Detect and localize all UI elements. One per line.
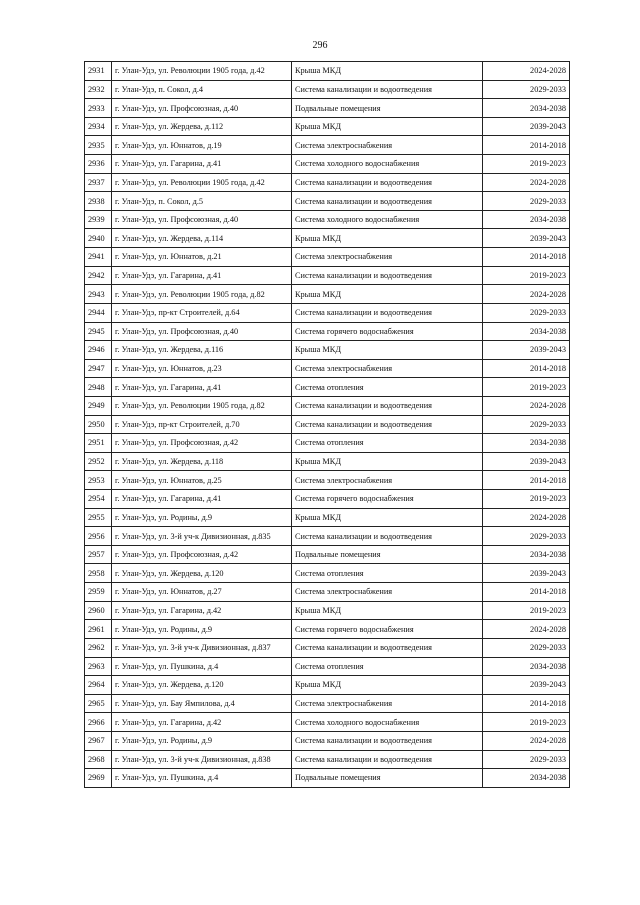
work-type-cell: Система горячего водоснабжения: [292, 490, 483, 509]
period-cell: 2039-2043: [483, 452, 570, 471]
table-row: [85, 155, 570, 174]
address-cell: г. Улан-Удэ, ул. Гагарина, д.41: [112, 155, 292, 174]
period-cell: 2014-2018: [483, 359, 570, 378]
row-number-cell: 2934: [85, 117, 112, 136]
work-type-cell: Система канализации и водоотведения: [292, 750, 483, 769]
row-number-cell: 2936: [85, 155, 112, 174]
row-number-cell: 2963: [85, 657, 112, 676]
row-number-cell: 2962: [85, 638, 112, 657]
period-cell: 2014-2018: [483, 136, 570, 155]
table-row: [85, 192, 570, 211]
work-type-cell: Крыша МКД: [292, 508, 483, 527]
address-cell: г. Улан-Удэ, ул. Родины, д.9: [112, 508, 292, 527]
table-row: [85, 564, 570, 583]
row-number-cell: 2932: [85, 80, 112, 99]
address-cell: г. Улан-Удэ, ул. Гагарина, д.42: [112, 601, 292, 620]
period-cell: 2019-2023: [483, 601, 570, 620]
address-cell: г. Улан-Удэ, ул. Жердева, д.120: [112, 676, 292, 695]
table-row: [85, 694, 570, 713]
table-row: [85, 396, 570, 415]
table-row: [85, 266, 570, 285]
table-row: [85, 713, 570, 732]
row-number-cell: 2956: [85, 527, 112, 546]
period-cell: 2034-2038: [483, 210, 570, 229]
work-type-cell: Система отопления: [292, 657, 483, 676]
table-row: [85, 136, 570, 155]
work-type-cell: Подвальные помещения: [292, 769, 483, 788]
period-cell: 2039-2043: [483, 117, 570, 136]
work-type-cell: Подвальные помещения: [292, 545, 483, 564]
table-row: [85, 490, 570, 509]
period-cell: 2024-2028: [483, 731, 570, 750]
work-type-cell: Система холодного водоснабжения: [292, 713, 483, 732]
period-cell: 2024-2028: [483, 173, 570, 192]
period-cell: 2029-2033: [483, 638, 570, 657]
row-number-cell: 2939: [85, 210, 112, 229]
row-number-cell: 2954: [85, 490, 112, 509]
row-number-cell: 2943: [85, 285, 112, 304]
table-row: [85, 545, 570, 564]
table-row: [85, 415, 570, 434]
table-row: [85, 750, 570, 769]
repair-schedule-table: [84, 61, 570, 788]
period-cell: 2014-2018: [483, 248, 570, 267]
table-row: [85, 583, 570, 602]
row-number-cell: 2947: [85, 359, 112, 378]
work-type-cell: Крыша МКД: [292, 452, 483, 471]
period-cell: 2034-2038: [483, 769, 570, 788]
row-number-cell: 2961: [85, 620, 112, 639]
work-type-cell: Система канализации и водоотведения: [292, 173, 483, 192]
period-cell: 2019-2023: [483, 490, 570, 509]
period-cell: 2034-2038: [483, 657, 570, 676]
work-type-cell: Система электроснабжения: [292, 248, 483, 267]
period-cell: 2034-2038: [483, 434, 570, 453]
address-cell: г. Улан-Удэ, ул. Пушкина, д.4: [112, 657, 292, 676]
row-number-cell: 2952: [85, 452, 112, 471]
work-type-cell: Система горячего водоснабжения: [292, 620, 483, 639]
row-number-cell: 2941: [85, 248, 112, 267]
work-type-cell: Система канализации и водоотведения: [292, 266, 483, 285]
address-cell: г. Улан-Удэ, ул. 3-й уч-к Дивизионная, д.838: [112, 750, 292, 769]
work-type-cell: Система канализации и водоотведения: [292, 638, 483, 657]
table-row: [85, 378, 570, 397]
row-number-cell: 2957: [85, 545, 112, 564]
work-type-cell: Крыша МКД: [292, 229, 483, 248]
work-type-cell: Система канализации и водоотведения: [292, 731, 483, 750]
table-row: [85, 527, 570, 546]
work-type-cell: Система электроснабжения: [292, 136, 483, 155]
work-type-cell: Подвальные помещения: [292, 99, 483, 118]
address-cell: г. Улан-Удэ, ул. Гагарина, д.41: [112, 378, 292, 397]
period-cell: 2034-2038: [483, 99, 570, 118]
row-number-cell: 2966: [85, 713, 112, 732]
address-cell: г. Улан-Удэ, ул. Жердева, д.112: [112, 117, 292, 136]
row-number-cell: 2933: [85, 99, 112, 118]
table-row: [85, 471, 570, 490]
address-cell: г. Улан-Удэ, ул. Родины, д.9: [112, 620, 292, 639]
row-number-cell: 2940: [85, 229, 112, 248]
table-row: [85, 601, 570, 620]
period-cell: 2039-2043: [483, 564, 570, 583]
period-cell: 2014-2018: [483, 471, 570, 490]
row-number-cell: 2969: [85, 769, 112, 788]
row-number-cell: 2946: [85, 341, 112, 360]
period-cell: 2039-2043: [483, 229, 570, 248]
row-number-cell: 2951: [85, 434, 112, 453]
period-cell: 2029-2033: [483, 527, 570, 546]
address-cell: г. Улан-Удэ, ул. Юннатов, д.23: [112, 359, 292, 378]
work-type-cell: Система канализации и водоотведения: [292, 527, 483, 546]
table-row: [85, 359, 570, 378]
table-body: [85, 62, 570, 788]
row-number-cell: 2953: [85, 471, 112, 490]
address-cell: г. Улан-Удэ, п. Сокол, д.5: [112, 192, 292, 211]
work-type-cell: Система отопления: [292, 564, 483, 583]
row-number-cell: 2968: [85, 750, 112, 769]
address-cell: г. Улан-Удэ, ул. Пушкина, д.4: [112, 769, 292, 788]
table-row: [85, 229, 570, 248]
address-cell: г. Улан-Удэ, ул. Революции 1905 года, д.82: [112, 396, 292, 415]
row-number-cell: 2948: [85, 378, 112, 397]
row-number-cell: 2955: [85, 508, 112, 527]
address-cell: г. Улан-Удэ, ул. Гагарина, д.41: [112, 490, 292, 509]
row-number-cell: 2945: [85, 322, 112, 341]
address-cell: г. Улан-Удэ, ул. Профсоюзная, д.40: [112, 210, 292, 229]
table-row: [85, 322, 570, 341]
address-cell: г. Улан-Удэ, ул. 3-й уч-к Дивизионная, д.837: [112, 638, 292, 657]
period-cell: 2039-2043: [483, 341, 570, 360]
period-cell: 2019-2023: [483, 155, 570, 174]
period-cell: 2034-2038: [483, 545, 570, 564]
address-cell: г. Улан-Удэ, ул. Жердева, д.120: [112, 564, 292, 583]
work-type-cell: Система электроснабжения: [292, 583, 483, 602]
address-cell: г. Улан-Удэ, ул. Юннатов, д.27: [112, 583, 292, 602]
work-type-cell: Система электроснабжения: [292, 359, 483, 378]
table-row: [85, 80, 570, 99]
address-cell: г. Улан-Удэ, ул. Юннатов, д.25: [112, 471, 292, 490]
address-cell: г. Улан-Удэ, ул. Юннатов, д.19: [112, 136, 292, 155]
address-cell: г. Улан-Удэ, ул. Гагарина, д.41: [112, 266, 292, 285]
row-number-cell: 2960: [85, 601, 112, 620]
table-row: [85, 657, 570, 676]
address-cell: г. Улан-Удэ, ул. Революции 1905 года, д.82: [112, 285, 292, 304]
period-cell: 2029-2033: [483, 303, 570, 322]
period-cell: 2024-2028: [483, 396, 570, 415]
period-cell: 2039-2043: [483, 676, 570, 695]
row-number-cell: 2959: [85, 583, 112, 602]
address-cell: г. Улан-Удэ, ул. Гагарина, д.42: [112, 713, 292, 732]
address-cell: г. Улан-Удэ, п. Сокол, д.4: [112, 80, 292, 99]
row-number-cell: 2950: [85, 415, 112, 434]
period-cell: 2019-2023: [483, 266, 570, 285]
row-number-cell: 2931: [85, 62, 112, 81]
row-number-cell: 2937: [85, 173, 112, 192]
address-cell: г. Улан-Удэ, ул. Бау Ямпилова, д.4: [112, 694, 292, 713]
table-row: [85, 508, 570, 527]
table-row: [85, 173, 570, 192]
address-cell: г. Улан-Удэ, ул. Жердева, д.114: [112, 229, 292, 248]
work-type-cell: Система канализации и водоотведения: [292, 192, 483, 211]
table-row: [85, 248, 570, 267]
work-type-cell: Система отопления: [292, 434, 483, 453]
address-cell: г. Улан-Удэ, ул. Революции 1905 года, д.42: [112, 62, 292, 81]
address-cell: г. Улан-Удэ, ул. Жердева, д.116: [112, 341, 292, 360]
table-row: [85, 117, 570, 136]
page-number: 296: [312, 40, 328, 51]
address-cell: г. Улан-Удэ, пр-кт Строителей, д.64: [112, 303, 292, 322]
table-row: [85, 99, 570, 118]
address-cell: г. Улан-Удэ, ул. Жердева, д.118: [112, 452, 292, 471]
work-type-cell: Система канализации и водоотведения: [292, 303, 483, 322]
table-row: [85, 62, 570, 81]
period-cell: 2019-2023: [483, 713, 570, 732]
work-type-cell: Система канализации и водоотведения: [292, 80, 483, 99]
work-type-cell: Система канализации и водоотведения: [292, 396, 483, 415]
table-row: [85, 731, 570, 750]
address-cell: г. Улан-Удэ, ул. Родины, д.9: [112, 731, 292, 750]
row-number-cell: 2964: [85, 676, 112, 695]
row-number-cell: 2965: [85, 694, 112, 713]
table-row: [85, 210, 570, 229]
period-cell: 2019-2023: [483, 378, 570, 397]
address-cell: г. Улан-Удэ, ул. 3-й уч-к Дивизионная, д.835: [112, 527, 292, 546]
work-type-cell: Крыша МКД: [292, 117, 483, 136]
table-row: [85, 434, 570, 453]
period-cell: 2024-2028: [483, 62, 570, 81]
address-cell: г. Улан-Удэ, ул. Профсоюзная, д.42: [112, 545, 292, 564]
table-row: [85, 303, 570, 322]
address-cell: г. Улан-Удэ, ул. Профсоюзная, д.40: [112, 99, 292, 118]
row-number-cell: 2942: [85, 266, 112, 285]
work-type-cell: Система холодного водоснабжения: [292, 210, 483, 229]
work-type-cell: Система отопления: [292, 378, 483, 397]
row-number-cell: 2958: [85, 564, 112, 583]
address-cell: г. Улан-Удэ, пр-кт Строителей, д.70: [112, 415, 292, 434]
table-row: [85, 620, 570, 639]
row-number-cell: 2949: [85, 396, 112, 415]
period-cell: 2034-2038: [483, 322, 570, 341]
address-cell: г. Улан-Удэ, ул. Профсоюзная, д.40: [112, 322, 292, 341]
work-type-cell: Система горячего водоснабжения: [292, 322, 483, 341]
work-type-cell: Система электроснабжения: [292, 694, 483, 713]
row-number-cell: 2935: [85, 136, 112, 155]
period-cell: 2024-2028: [483, 285, 570, 304]
table-row: [85, 769, 570, 788]
row-number-cell: 2938: [85, 192, 112, 211]
table-row: [85, 452, 570, 471]
period-cell: 2014-2018: [483, 583, 570, 602]
work-type-cell: Крыша МКД: [292, 341, 483, 360]
period-cell: 2029-2033: [483, 415, 570, 434]
work-type-cell: Крыша МКД: [292, 676, 483, 695]
address-cell: г. Улан-Удэ, ул. Профсоюзная, д.42: [112, 434, 292, 453]
work-type-cell: Крыша МКД: [292, 62, 483, 81]
work-type-cell: Крыша МКД: [292, 285, 483, 304]
table-row: [85, 285, 570, 304]
table-row: [85, 341, 570, 360]
period-cell: 2029-2033: [483, 750, 570, 769]
address-cell: г. Улан-Удэ, ул. Юннатов, д.21: [112, 248, 292, 267]
period-cell: 2029-2033: [483, 80, 570, 99]
work-type-cell: Система канализации и водоотведения: [292, 415, 483, 434]
row-number-cell: 2967: [85, 731, 112, 750]
table-row: [85, 638, 570, 657]
work-type-cell: Система электроснабжения: [292, 471, 483, 490]
period-cell: 2024-2028: [483, 620, 570, 639]
work-type-cell: Система холодного водоснабжения: [292, 155, 483, 174]
address-cell: г. Улан-Удэ, ул. Революции 1905 года, д.42: [112, 173, 292, 192]
work-type-cell: Крыша МКД: [292, 601, 483, 620]
period-cell: 2014-2018: [483, 694, 570, 713]
period-cell: 2029-2033: [483, 192, 570, 211]
period-cell: 2024-2028: [483, 508, 570, 527]
row-number-cell: 2944: [85, 303, 112, 322]
table-row: [85, 676, 570, 695]
